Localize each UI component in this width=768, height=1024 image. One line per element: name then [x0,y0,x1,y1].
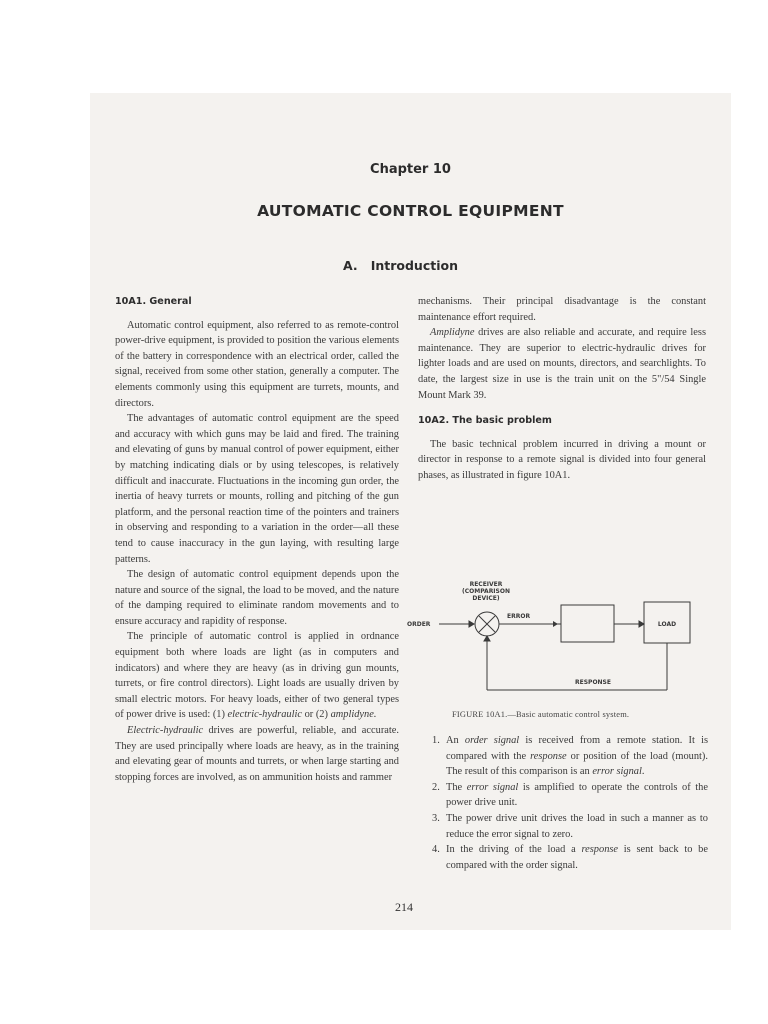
italic-term: Electric-hydraulic [127,725,204,737]
receiver-label-1: RECEIVER [469,581,503,588]
text-run: drives are also reliable and accurate, and require less maintenance. They are superior to electric-hydraulic drives for lighter loads and are used on mounts, directors, and searchlights. To date, the largest size in use is the train unit on the 5"/54 Single Mount Mark 39. [418,327,706,401]
response-arrowhead [484,636,490,641]
step-number: 3. [432,812,440,824]
italic-term: response [581,844,619,856]
text-run: or position of the load (mount). The result of this comparison is an [446,750,708,778]
text-run: or (2) [301,709,331,721]
italic-term: response [530,750,567,762]
paragraph: The design of automatic control equipment depends upon the nature and source of the signal, the load to be moved, and the nature of the damping required to eliminate random movements and to ensure accuracy and rapidity of response. [115,569,399,627]
text-run: . [641,766,645,778]
chapter-label: Chapter 10 [370,162,451,177]
book-page [90,93,731,930]
list-item [432,842,708,873]
list-item [432,780,708,811]
text-run: is sent back to be compared with the order signal. [446,844,708,871]
paragraph: mechanisms. Their principal disadvantage is the constant maintenance effort required. [418,296,706,323]
error-label: ERROR [507,613,531,620]
power-drive-box [561,605,614,642]
paragraph [115,723,399,785]
paragraph: Automatic control equipment, also referred to as remote-control power-drive equipment, is provided to position the various elements of the battery in correspondence with an electrical order, called the signal, received from some other station, generally a computer. The elements commonly using this equipment are turrets, mounts, and directors. [115,319,399,409]
left-column [115,294,399,785]
step-text [446,780,708,811]
order-arrowhead [469,621,474,627]
load-label: LOAD [657,621,677,628]
text-run: drives are powerful, reliable, and accurate. They are used principally where loads are heavy, as in the training and elevating gear of mounts and turrets, or when large starting and stopping forces are involved, as on ammunition hoists and rammer [115,725,399,783]
step-number: 4. [432,844,440,856]
step-number: 2. [432,781,440,793]
section-heading: A. Introduction [343,258,458,273]
chapter-title: AUTOMATIC CONTROL EQUIPMENT [257,202,564,220]
italic-term: electric-hydraulic [227,709,302,721]
italic-term: error signal [466,781,519,793]
response-label: RESPONSE [575,679,611,686]
paragraph: The advantages of automatic control equipment are the speed and accuracy with which guns may be laid and fired. The training and elevating of guns by manual control of power equipment, either by matching indicating dials or by using telescopes, is relatively difficult and inaccurate. Fluctuations in the incoming gun order, the inertia of heavy turrets or mounts, rolling and pitching of the gun platform, and the personal reaction time of the pointers and trainers in observing and responding to a variation in the order—all these tend to cause inaccuracy in the gun laying, with resulting large patterns. [115,413,399,565]
subheading-10a1: 10A1. General [115,296,192,307]
error-arrowhead [553,621,558,627]
subheading-10a2: 10A2. The basic problem [418,415,552,427]
figure-caption: FIGURE 10A1.—Basic automatic control system. [452,710,630,719]
drive-arrowhead [639,621,644,627]
receiver-label-3: DEVICE) [472,595,500,602]
italic-term: error signal [592,766,642,778]
italic-term: amplidyne. [330,709,377,721]
step-text: The power drive unit drives the load in such a manner as to reduce the error signal to zero. [446,812,708,840]
step-text [446,733,708,780]
right-column [418,294,706,484]
italic-term: order signal [464,735,520,746]
paragraph [418,325,706,403]
list-item [432,811,708,842]
text-run: is amplified to operate the controls of the power drive unit. [446,781,708,809]
paragraph [115,629,399,723]
text-run: is received from a remote station. It is compared with the [446,735,708,762]
text-run: An [446,735,465,746]
receiver-label-2: (COMPARISON [461,588,511,595]
step-text [446,842,708,873]
text-run: The principle of automatic control is applied in ordnance equipment both where loads are light (as in computers and indicators) and where they are heavy (as in driving gun mounts, turrets, or fire control directors). Light loads are usually driven by small electric motors. For heavy loads, either of two general types of power drive is used: (1) [115,631,399,721]
step-number: 1. [432,735,440,746]
text-run: The [446,781,467,793]
order-label: ORDER [407,621,431,628]
paragraph: The basic technical problem incurred in driving a mount or director in response to a remote signal is divided into four general phases, as illustrated in figure 10A1. [418,438,706,481]
page-number: 214 [395,900,413,914]
list-item [432,733,708,780]
text-run: In the driving of the load a [446,844,582,856]
steps-list [432,733,708,873]
italic-term: Amplidyne [430,327,475,339]
